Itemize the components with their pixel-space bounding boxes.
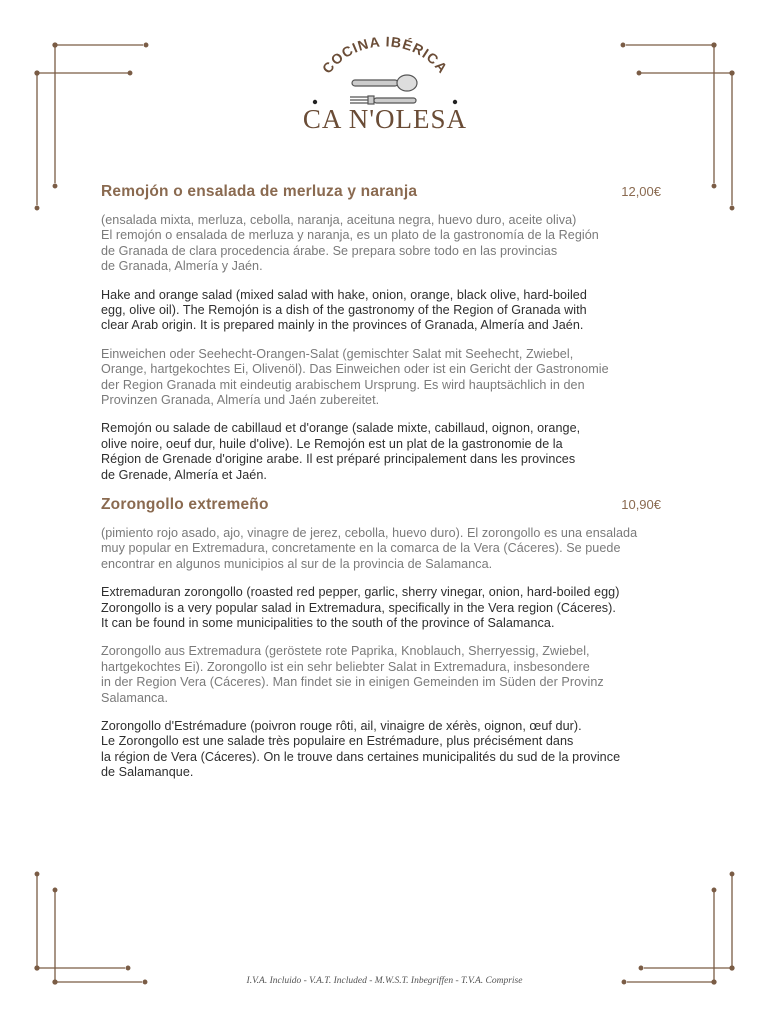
fork-icon xyxy=(350,96,416,104)
description-en: Extremaduran zorongollo (roasted red pepper, garlic, sherry vinegar, onion, hard-boiled egg) Zorongollo is a very popular salad in Extremadura, specifically in the Vera region (Cáceres). It can be found in some municipalities to the south of the province of Salamanca. xyxy=(101,585,620,631)
dish-zorongollo xyxy=(101,496,661,781)
dish-title: Remojón o ensalada de merluza y naranja xyxy=(101,183,418,200)
dish-remojon xyxy=(101,183,661,483)
svg-text:COCINA IBÉRICA xyxy=(319,33,451,76)
description-fr: Remojón ou salade de cabillaud et d'orange (salade mixte, cabillaud, oignon, orange, olive noire, oeuf dur, huile d'olive). Le Remojón est un plat de la gastronomie de la Région de Grenade d'origine arabe. Il est préparé principalement dans les provinces de Grenade, Almería et Jaén. xyxy=(101,421,581,482)
dish-price: 12,00€ xyxy=(621,184,661,199)
spoon-icon xyxy=(352,75,417,91)
restaurant-name: CA N'OLESA xyxy=(302,104,468,134)
logo-arc-text: COCINA IBÉRICA xyxy=(318,33,452,77)
dish-price: 10,90€ xyxy=(621,497,661,512)
description-fr: Zorongollo d'Estrémadure (poivron rouge rôti, ail, vinaigre de xérès, oignon, œuf dur). Le Zorongollo est une salade très populaire en Estrémadure, plus précisément dans la région de Vera (Cáceres). On le trouve dans certaines municipalités du sud de la province de Salamanque. xyxy=(101,719,621,780)
dish-title: Zorongollo extremeño xyxy=(101,496,269,513)
vat-footer: I.V.A. Incluido - V.A.T. Included - M.W.S.T. Inbegriffen - T.V.A. Comprise xyxy=(246,976,523,986)
description-en: Hake and orange salad (mixed salad with hake, onion, orange, black olive, hard-boiled egg, olive oil). The Remojón is a dish of the gastronomy of the Region of Granada with clear Arab origin. It is prepared mainly in the provinces of Granada, Almería and Jaén. xyxy=(101,287,587,333)
description-es: (ensalada mixta, merluza, cebolla, naranja, aceituna negra, huevo duro, aceite oliva) El remojón o ensalada de merluza y naranja, es un plato de la gastronomía de la Región de Granada de clara procedencia árabe. Se prepara sobre todo en las provincias de Granada, Almería y Jaén. xyxy=(101,213,599,274)
description-de: Einweichen oder Seehecht-Orangen-Salat (gemischter Salat mit Seehecht, Zwiebel, Orange, hartgekochtes Ei, Olivenöl). Das Einweichen oder ist ein Gericht der Gastronomie der Region Granada mit eindeutig arabischem Ursprung. Es wird hauptsächlich in den Provinzen Granada, Almería und Jaén zubereitet. xyxy=(101,346,609,408)
description-es: (pimiento rojo asado, ajo, vinagre de jerez, cebolla, huevo duro). El zorongollo es una ensalada muy popular en Extremadura, concretamente en la comarca de la Vera (Cáceres). Se puede encontrar en algunos municipios al sur de la provincia de Salamanca. xyxy=(101,526,638,571)
description-de: Zorongollo aus Extremadura (geröstete rote Paprika, Knoblauch, Sherryessig, Zwiebel, hartgekochtes Ei). Zorongollo ist ein sehr beliebter Salat in Extremadura, insbesondere in der Region Vera (Cáceres). Man findet sie in einigen Gemeinden im Süden der Provinz Salamanca. xyxy=(101,644,604,705)
